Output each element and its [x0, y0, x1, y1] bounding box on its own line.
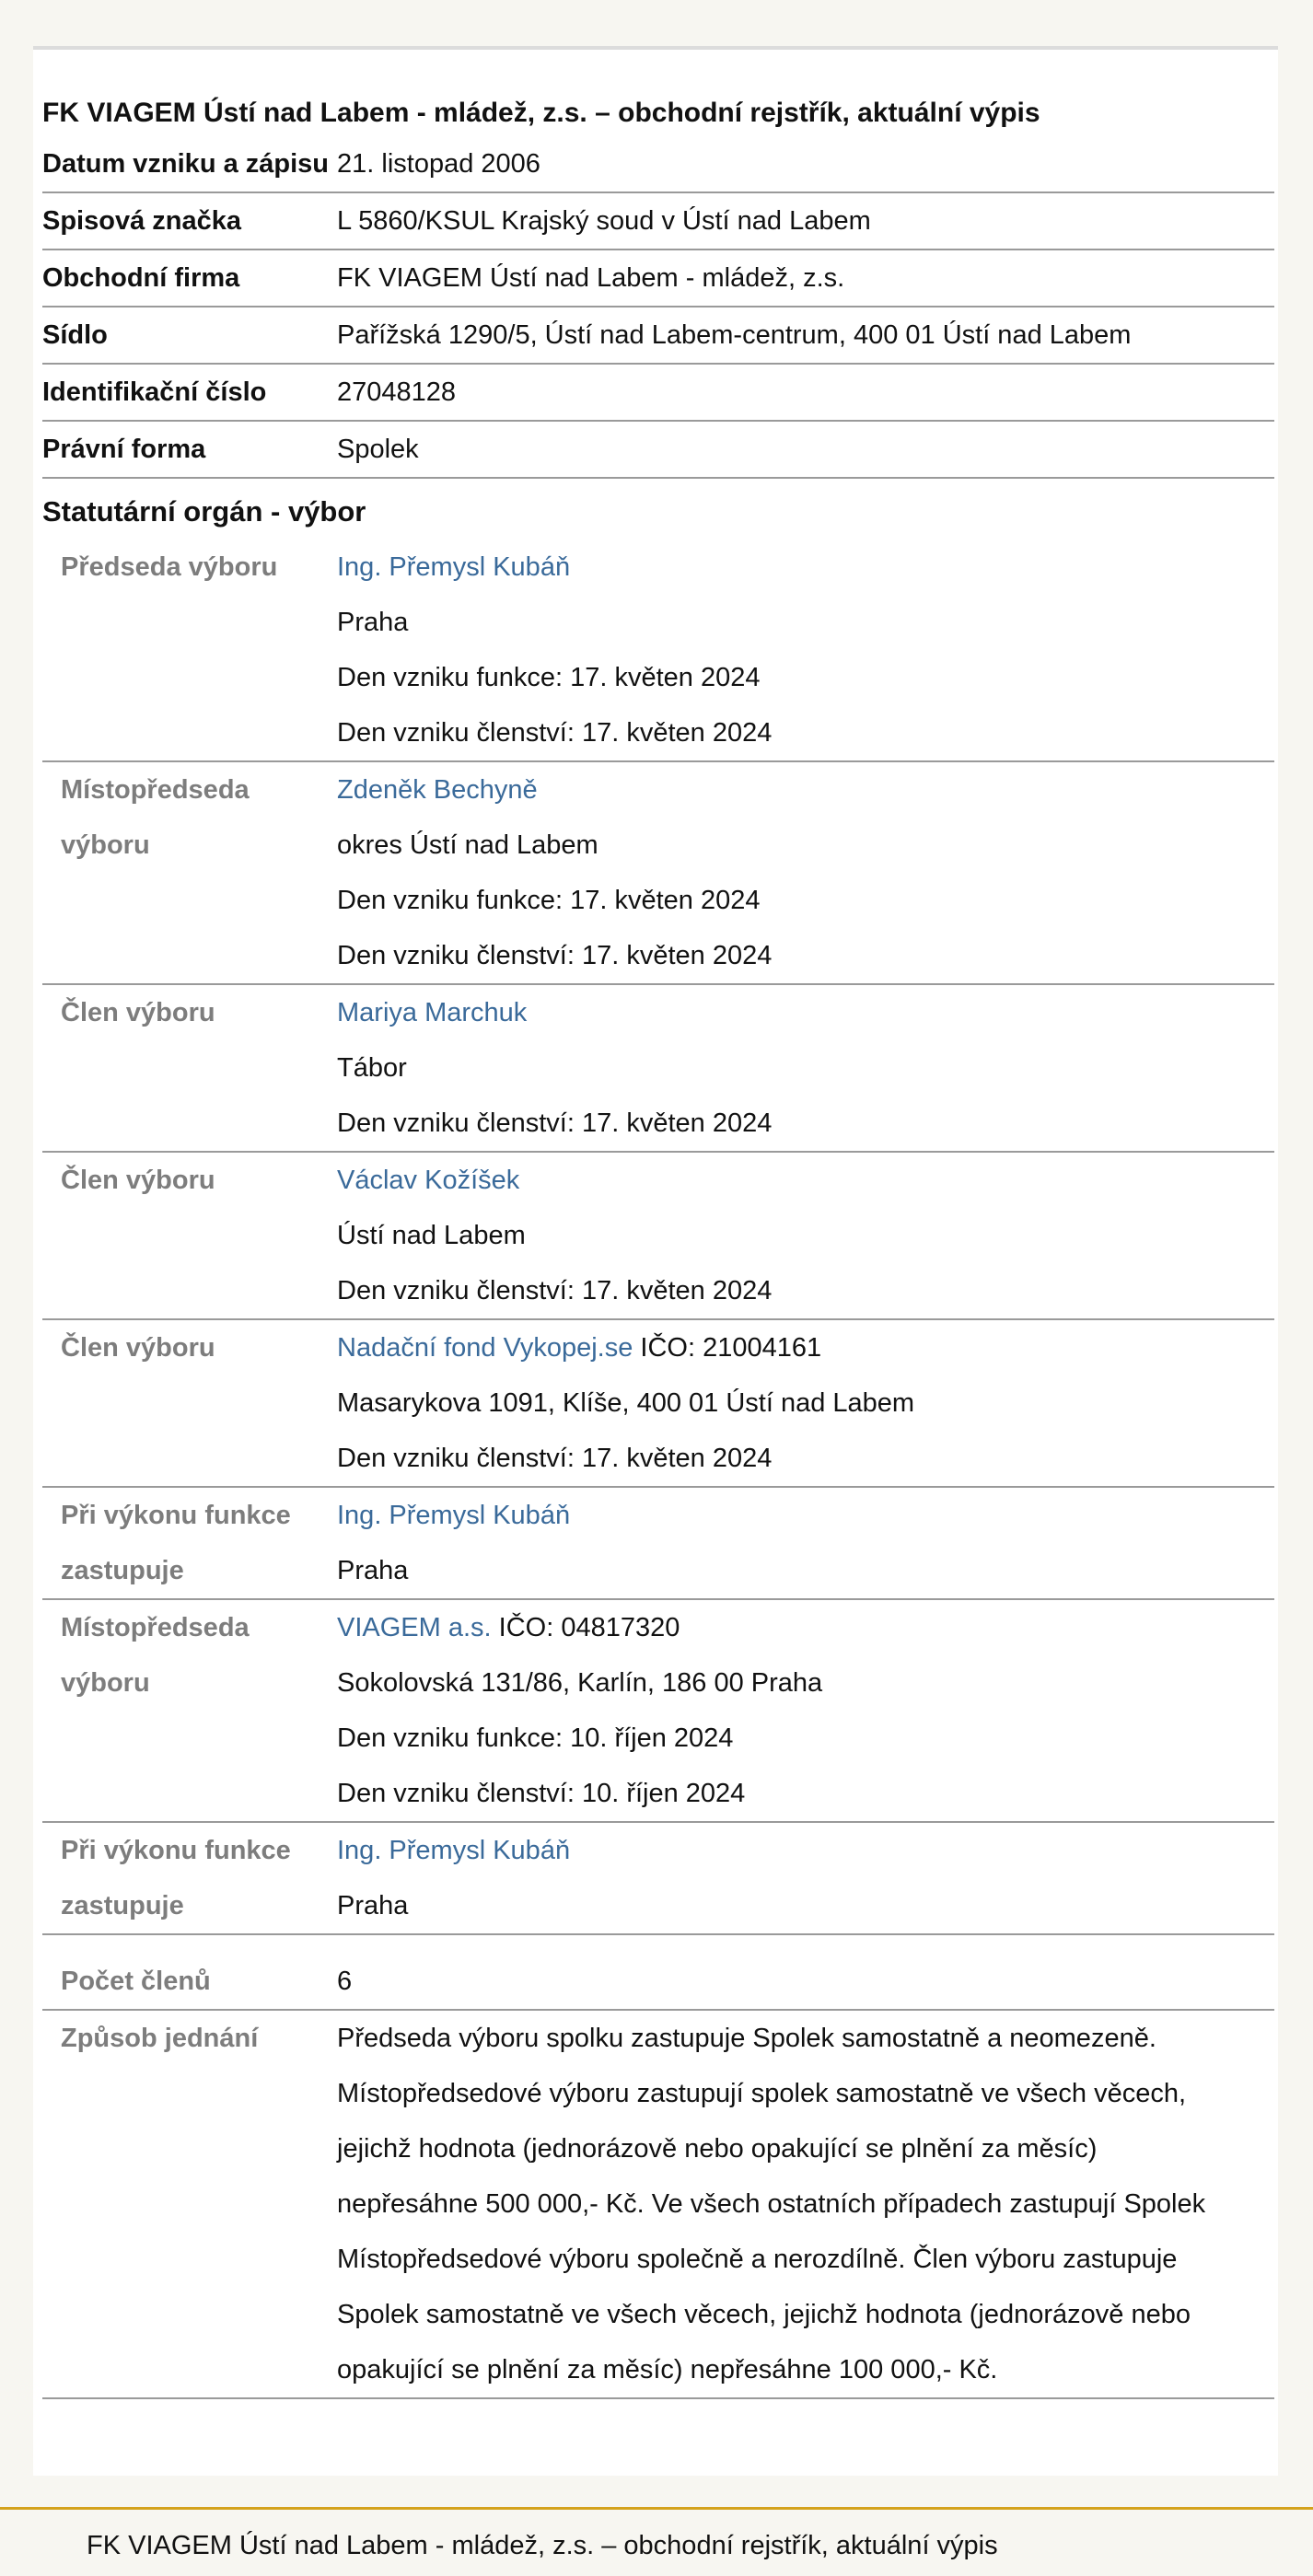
member-line: Den vzniku funkce: 10. říjen 2024 — [337, 1723, 734, 1753]
member-role: Při výkonu funkce zastupuje — [61, 1501, 291, 1585]
info-value: FK VIAGEM Ústí nad Labem - mládež, z.s. — [337, 263, 845, 293]
statutory-members — [42, 540, 1274, 2399]
member-line: okres Ústí nad Labem — [337, 830, 598, 860]
info-value: Spolek — [337, 435, 419, 464]
member-name-link[interactable]: VIAGEM a.s. — [337, 1613, 492, 1642]
acting-method-line: Místopředsedové výboru zastupují spolek samostatně ve všech věcech, — [337, 2079, 1187, 2108]
member-line: Masarykova 1091, Klíše, 400 01 Ústí nad Labem — [337, 1388, 915, 1418]
acting-method-line: jejichž hodnota (jednorázově nebo opakující se plnění za měsíc) — [337, 2134, 1098, 2164]
statutory-heading: Statutární orgán - výbor — [42, 495, 366, 528]
member-role: Člen výboru — [61, 1333, 215, 1363]
member-name-link[interactable]: Zdeněk Bechyně — [337, 775, 538, 805]
member-row — [42, 985, 1274, 1153]
document-card — [33, 46, 1278, 2476]
info-row-address — [42, 307, 1274, 365]
member-row — [42, 762, 1274, 985]
member-details — [337, 1320, 1274, 1486]
member-line: Den vzniku členství: 17. květen 2024 — [337, 941, 773, 970]
info-value: Pařížská 1290/5, Ústí nad Labem-centrum, 400 01 Ústí nad Labem — [337, 320, 1132, 350]
member-details — [337, 1488, 1274, 1598]
document-content — [42, 90, 1274, 2399]
member-details — [337, 1600, 1274, 1821]
member-line: Den vzniku funkce: 17. květen 2024 — [337, 886, 761, 915]
info-value: L 5860/KSUL Krajský soud v Ústí nad Labem — [337, 206, 871, 236]
basic-info-table — [42, 136, 1274, 479]
member-line: Den vzniku členství: 17. květen 2024 — [337, 718, 773, 748]
member-count-label: Počet členů — [61, 1967, 211, 1996]
member-name-link[interactable]: Nadační fond Vykopej.se — [337, 1333, 633, 1363]
member-line: Den vzniku členství: 10. říjen 2024 — [337, 1779, 746, 1808]
info-row-company-name — [42, 250, 1274, 307]
acting-method-text — [337, 2011, 1274, 2397]
member-row — [42, 1488, 1274, 1600]
acting-method-line: opakující se plnění za měsíc) nepřesáhne 100 000,- Kč. — [337, 2355, 998, 2385]
member-name-link[interactable]: Ing. Přemysl Kubáň — [337, 1501, 571, 1530]
member-name-link[interactable]: Ing. Přemysl Kubáň — [337, 552, 571, 582]
member-count-value: 6 — [337, 1967, 353, 1996]
info-row-legal-form — [42, 422, 1274, 479]
acting-method-line: Spolek samostatně ve všech věcech, jejichž hodnota (jednorázově nebo — [337, 2300, 1191, 2329]
member-row — [42, 1153, 1274, 1320]
member-line: Den vzniku funkce: 17. květen 2024 — [337, 663, 761, 692]
info-label: Sídlo — [42, 320, 108, 350]
acting-method-row — [42, 2011, 1274, 2399]
member-ico: IČO: 21004161 — [633, 1333, 822, 1363]
acting-method-line: Předseda výboru spolku zastupuje Spolek samostatně a neomezeně. — [337, 2024, 1156, 2053]
member-line: Praha — [337, 608, 409, 637]
member-count-row — [42, 1954, 1274, 2011]
section-spacer — [42, 1935, 1274, 1954]
info-label: Identifikační číslo — [42, 377, 267, 407]
member-line: Praha — [337, 1891, 409, 1920]
acting-method-line: Místopředsedové výboru společně a nerozdílně. Člen výboru zastupuje — [337, 2245, 1178, 2274]
member-details — [337, 762, 1274, 983]
member-role: Místopředseda výboru — [61, 775, 250, 860]
acting-method-label: Způsob jednání — [61, 2024, 259, 2053]
info-label: Spisová značka — [42, 206, 241, 236]
info-row-founded — [42, 136, 1274, 193]
member-role: Při výkonu funkce zastupuje — [61, 1836, 291, 1920]
member-row — [42, 1823, 1274, 1935]
member-role: Člen výboru — [61, 1166, 215, 1195]
acting-method-line: nepřesáhne 500 000,- Kč. Ve všech ostatních případech zastupují Spolek — [337, 2189, 1206, 2219]
member-ico: IČO: 04817320 — [491, 1613, 680, 1642]
member-line: Tábor — [337, 1053, 407, 1083]
info-value: 27048128 — [337, 377, 457, 407]
info-label: Datum vzniku a zápisu — [42, 149, 330, 179]
info-value: 21. listopad 2006 — [337, 149, 540, 179]
member-role: Předseda výboru — [61, 552, 278, 582]
member-details — [337, 985, 1274, 1151]
member-line: Ústí nad Labem — [337, 1221, 526, 1250]
info-row-file-number — [42, 193, 1274, 250]
member-details — [337, 1153, 1274, 1318]
member-row — [42, 540, 1274, 762]
member-line: Den vzniku členství: 17. květen 2024 — [337, 1276, 773, 1305]
info-label: Právní forma — [42, 435, 206, 464]
member-row — [42, 1320, 1274, 1488]
member-row — [42, 1600, 1274, 1823]
member-role: Místopředseda výboru — [61, 1613, 250, 1698]
info-label: Obchodní firma — [42, 263, 240, 293]
info-row-id-number — [42, 365, 1274, 422]
member-name-link[interactable]: Ing. Přemysl Kubáň — [337, 1836, 571, 1865]
member-name-link[interactable]: Mariya Marchuk — [337, 998, 528, 1027]
member-line: Praha — [337, 1556, 409, 1585]
member-details — [337, 540, 1274, 760]
footer-divider — [0, 2507, 1313, 2510]
member-details — [337, 1823, 1274, 1933]
member-role: Člen výboru — [61, 998, 215, 1027]
member-line: Den vzniku členství: 17. květen 2024 — [337, 1444, 773, 1473]
page-title: FK VIAGEM Ústí nad Labem - mládež, z.s. – obchodní rejstřík, aktuální výpis — [42, 98, 1040, 128]
member-line: Den vzniku členství: 17. květen 2024 — [337, 1108, 773, 1138]
footer-title: FK VIAGEM Ústí nad Labem - mládež, z.s. – obchodní rejstřík, aktuální výpis — [87, 2531, 998, 2560]
member-name-link[interactable]: Václav Kožíšek — [337, 1166, 520, 1195]
member-line: Sokolovská 131/86, Karlín, 186 00 Praha — [337, 1668, 823, 1698]
